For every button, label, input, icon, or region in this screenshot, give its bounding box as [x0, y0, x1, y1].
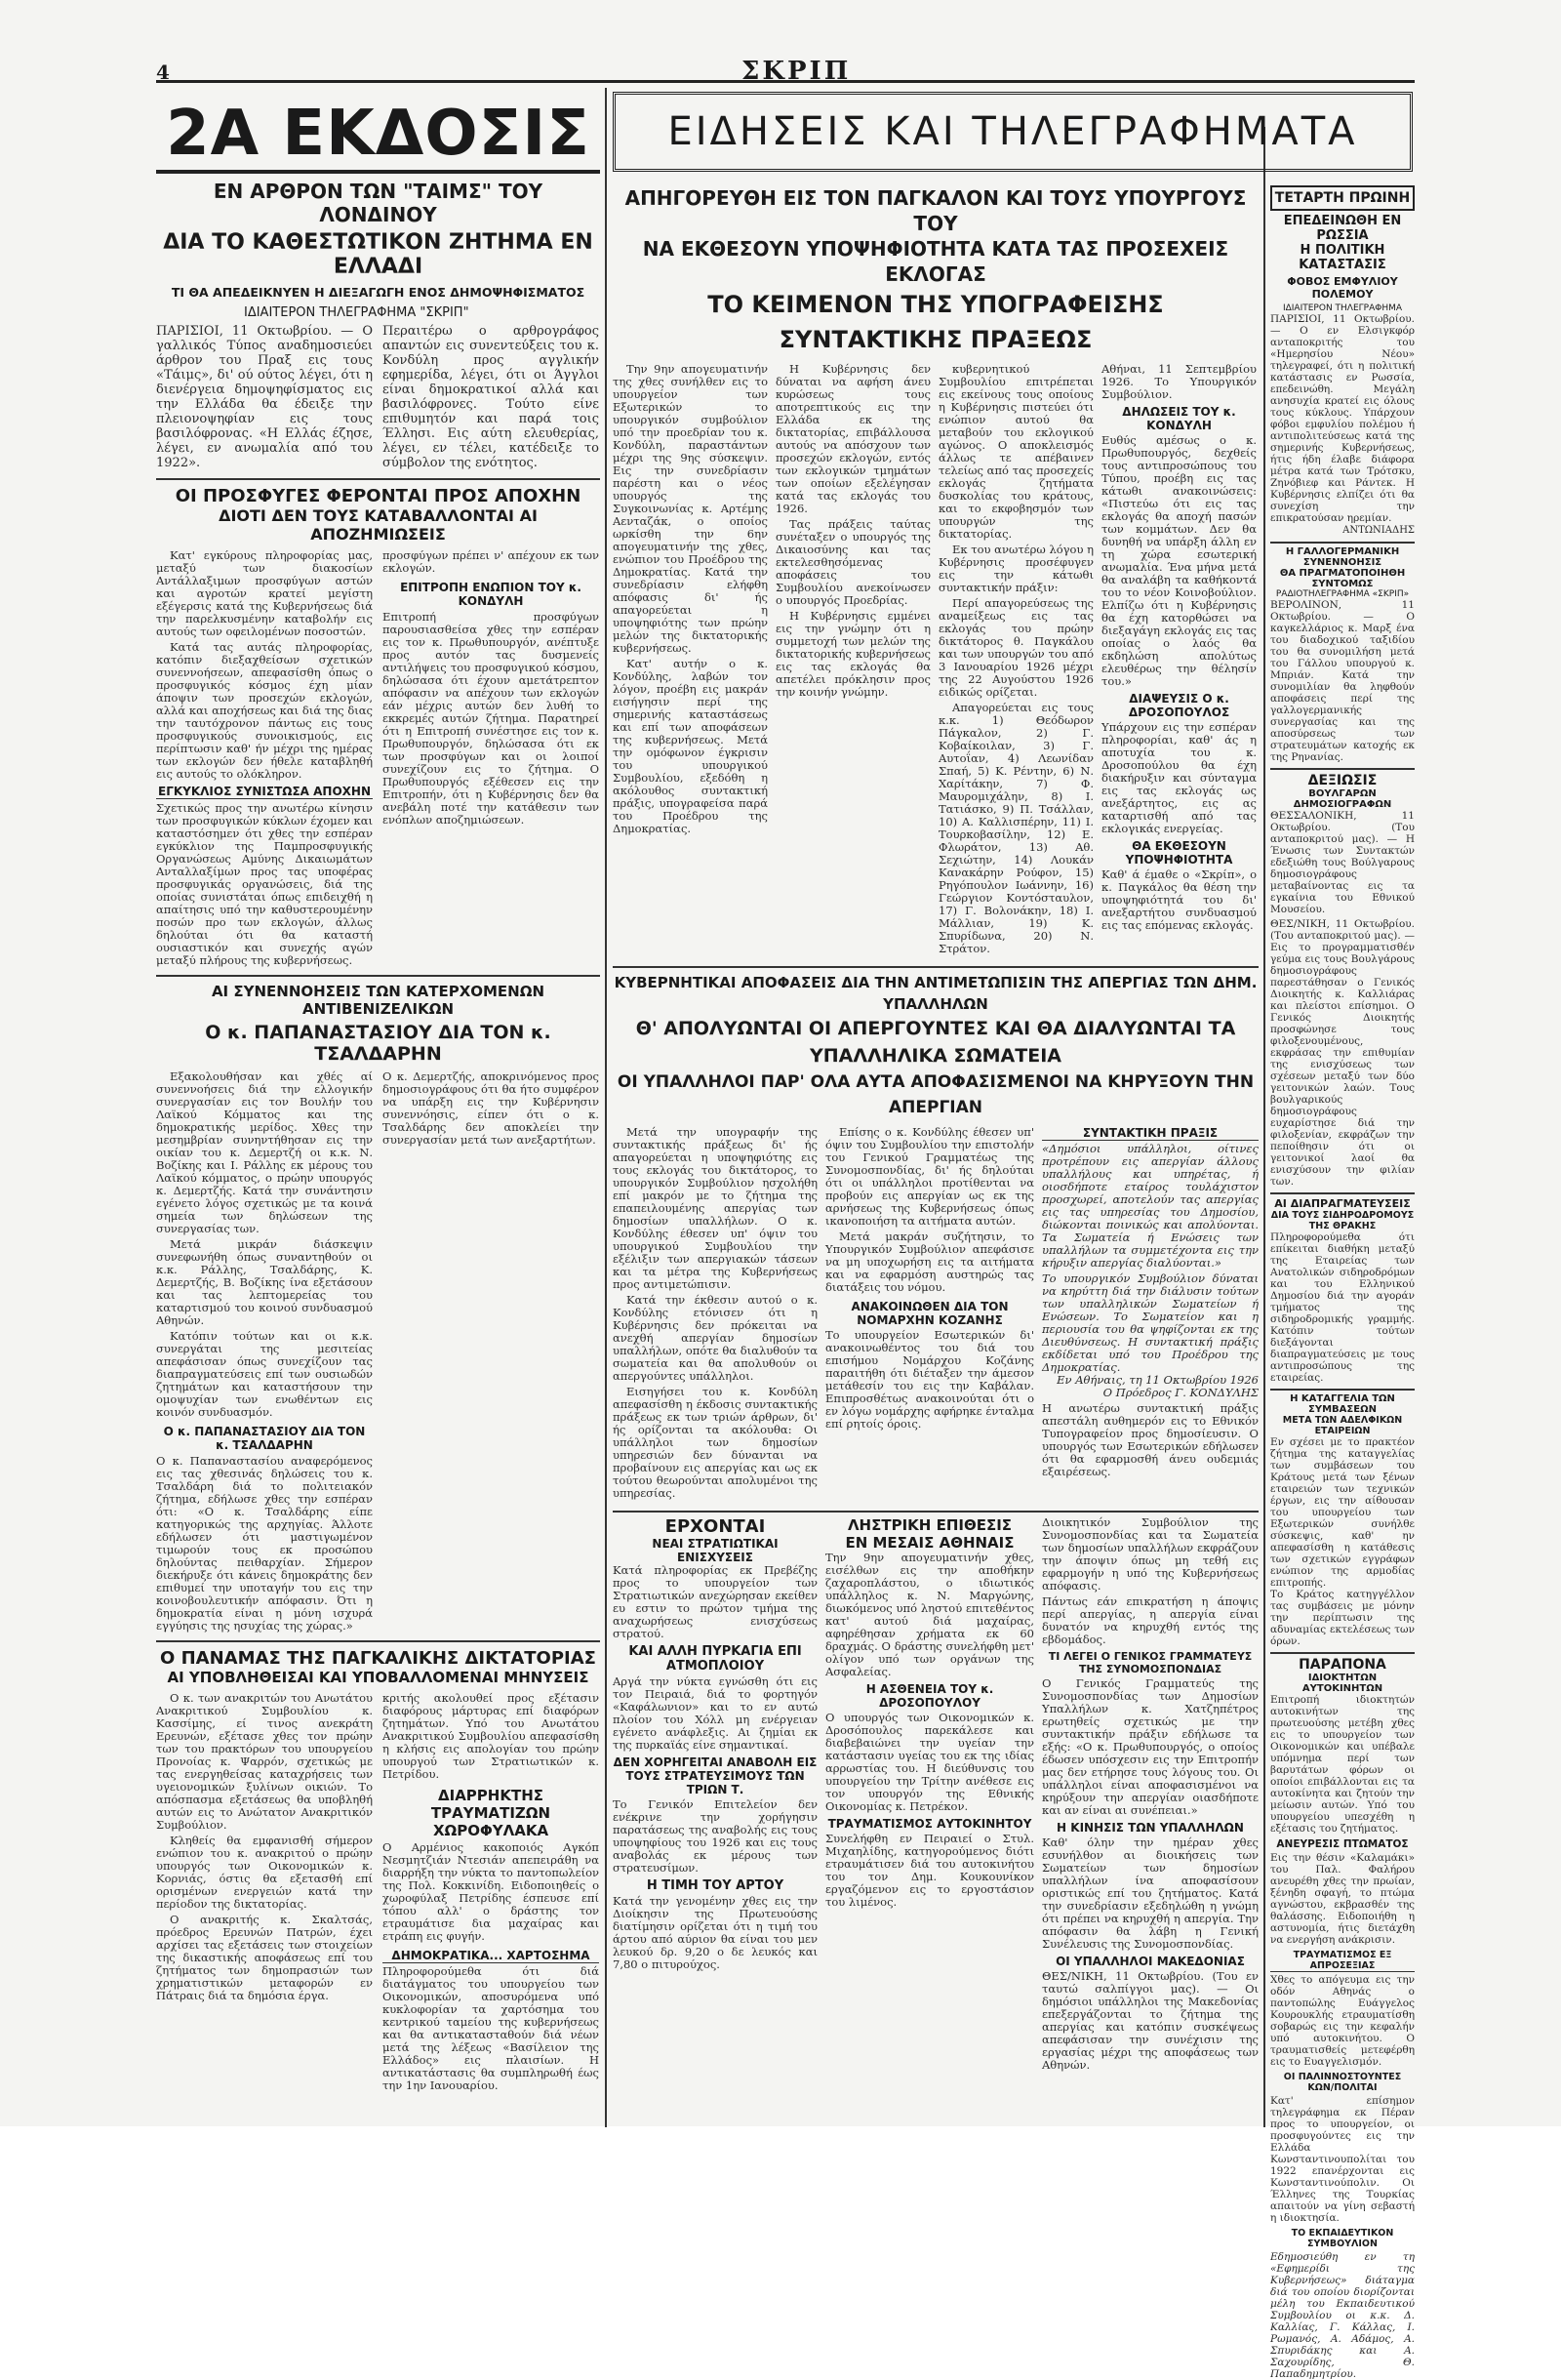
circular-head: ΕΓΚΥΚΛΙΟΣ ΣΥΝΙΣΤΩΣΑ ΑΠΟΧΗΝ — [156, 785, 373, 799]
strike-paragraph: Μετά την υπογραφήν της συντακτικής πράξεως δι' ής απαγορεύεται η υποψηφιότης εις τους εκλογάς του δικτάτορος, το υπουργικόν Συμβούλιον ησχολήθη επί μακρόν με το ζήτημα της επαπειλουμένης απεργίας των δημοσίων υπαλλήλων. Ο κ. Κονδύλης έθεσεν υπ' όψιν του υπουργικού Συμβουλίου την εξέλιξιν των απεργιακών τάσεων και τα μέτρα της Κυβερνήσεως προς αντιμετώπισιν. — [613, 1125, 818, 1291]
column-rule — [1263, 127, 1265, 2127]
repatriates-head: ΟΙ ΠΑΛΙΝΝΟΣΤΟΥΝΤΕΣ ΚΩΝ/ΠΟΛΙΤΑΙ — [1283, 2072, 1402, 2093]
main-col-4 — [1101, 363, 1257, 958]
candidate-text: Καθ' ά έμαθε ο «Σκρίπ», ο κ. Παγκάλος θα θέση την υποψηφιότητά του δι' ανεξαρτήτου συνδυασμού εις τας επόμενας εκλογάς. — [1101, 867, 1257, 932]
illness-text: Ο υπουργός των Οικονομικών κ. Δροσόπουλος παρεκάλεσε και διαβεβαιώνει την υγείαν την κατάστασιν υγείας του εκ της ιδίας αρρωστίας του. Η διεύθυνσις του υπουργείου την Τρίτην ανέθεσε εις τον υπουργόν της Εθνικής Οικονομίας κ. Πετρέκον. — [825, 1711, 1034, 1813]
negotiations-text: Πληροφορούμεθα ότι επίκειται διαθήκη μεταξύ της Εταιρείας των Ανατολικών σιδηροδρόμων και του Ελληνικού Δημοσίου διά την αγοράν τμήματος της σιδηροδρομικής γραμμής. Κατόπιν τούτων διεξάγονται διαπραγματεύσεις με τους αντιπροσώπους της εταιρείας. — [1270, 1231, 1415, 1384]
page-number: 4 — [156, 61, 170, 84]
panama-paragraph: Ο ανακριτής κ. Σκαλτσάς, πρόεδρος Ερευνών Πατρών, έχει αρχίσει τας εξετάσεις των στοιχείων της δικαστικής αποφάσεως επί του ζητήματος των δημοπρασιών των χρηματιστικών μεταφορών εν Πάτραις διά τα δημόσια έργα. — [156, 1913, 373, 2002]
panama-paragraph: κριτής ακολουθεί προς εξέτασιν διαφόρους μάρτυρας επί διαφόρων ζητημάτων. Υπό του Ανωτάτου Ανακριτικού Συμβουλίου απεφασίσθη η κλήσις εις απολογίαν του πρώην υπουργού των Στρατιωτικών κ. Πετρίδου. — [382, 1691, 599, 1781]
strike-headline-3: ΟΙ ΥΠΑΛΛΗΛΟΙ ΠΑΡ' ΟΛΑ ΑΥΤΑ ΑΠΟΦΑΣΙΣΜΕΝΟΙ ΝΑ ΚΗΡΥΞΟΥΝ ΤΗΝ ΑΠΕΡΓΙΑΝ — [617, 1072, 1255, 1117]
reception-text-2: ΘΕΣ/ΝΙΚΗ, 11 Οκτωβρίου. (Του ανταποκριτού μας). — Εις το προγραμματισθέν γεύμα εις τους Βουλγάρους δημοσιογράφους παρεστάθησαν ο Γενικός Διοικητής κ. Καλλιάρας και πλείστοι επίσημοι. Ο Γενικός Διοικητής προσφώνησε τους φιλοξενουμένους, εκφράσας την επιθυμίαν της ενισχύσεως των σχέσεων μεταξύ των δύο γειτονικών λαών. Τους βουλγαρικούς δημοσιογράφους ευχαρίστησε διά την φιλοξενίαν, εκφράζων την πεποίθησιν ότι οι γειτονικοί λαοί θα ενισχύσουν την φιλίαν των. — [1270, 918, 1415, 1188]
bottom-col-3 — [1042, 1516, 1259, 2072]
kondylis-head: ΔΗΛΩΣΕΙΣ ΤΟΥ κ. ΚΟΝΔΥΛΗ — [1122, 405, 1236, 432]
deferral-head: ΔΕΝ ΧΟΡΗΓΕΙΤΑΙ ΑΝΑΒΟΛΗ ΕΙΣ ΤΟΥΣ ΣΤΡΑΤΕΥΣΙΜΟΥΣ ΤΩΝ ΤΡΙΩΝ Τ. — [613, 1755, 818, 1796]
russia-headline: ΕΠΕΔΕΙΝΩΘΗ ΕΝ ΡΩΣΣΙΑ — [1283, 214, 1402, 243]
section-rule — [1270, 1389, 1415, 1391]
bottom-col-2 — [825, 1516, 1034, 2072]
lead-text-b: Περαιτέρω ο αρθρογράφος απαντών εις συνεντεύξεις του κ. Κονδύλη προς αγγλικήν εφημερίδα, λέγει, ότι οι Άγγλοι είναι δημοκρατικοί αλλά και βασιλόφρονες. Τούτο είνε επιθυμητόν και παρά τοις Έλλησι. Εις αύτη ελευθερίας, λέγει, εν τέλει, κατέδειξε το σύμβολον της ενότητος. — [382, 324, 599, 470]
union-text: Διοικητικόν Συμβούλιον της Συνομοσπονδίας και τα Σωματεία των δημοσίων υπαλλήλων εκφράζουν την άποψιν όπως μη τεθή εις εφαρμογήν η υπό της Κυβερνήσεως απόφασις. — [1042, 1515, 1259, 1593]
deferral-text: Το Γενικόν Επιτελείον δεν ενέκρινε την χορήγησιν παρατάσεως της αναβολής εις τους υποψηφίους του 1926 και εις τους αναβολάς εκ μέρους των στρατευσίμων. — [613, 1797, 818, 1875]
robbery-headline: ΛΗΣΤΡΙΚΗ ΕΠΙΘΕΣΙΣ — [847, 1516, 1013, 1534]
bottom-col-1 — [613, 1516, 818, 2072]
edition-headline: 2Α ΕΚΔΟΣΙΣ — [156, 100, 600, 174]
papanastasiou-headline: Ο κ. ΠΑΠΑΝΑΣΤΑΣΙΟΥ ΔΙΑ ΤΟΝ κ. ΤΣΑΛΔΑΡΗΝ — [205, 1022, 551, 1065]
macedonia-text: ΘΕΣ/ΝΙΚΗ, 11 Οκτωβρίου. (Του εν ταυτώ σαλπίγγοι μας). — Οι δημόσιοι υπάλληλοι της Μακεδονίας επεξεργάζονται το ζήτημα της απεργίας και κατόπιν συσκέψεως απεφάσισαν την συνέχισιν της εργασίας μέχρι της αποφάσεως των Αθηνών. — [1042, 1969, 1259, 2072]
center-column — [613, 185, 1259, 2126]
main-paragraph: Την 9ην απογευματινήν της χθες συνήλθεν εις το υπουργείον των Εξωτερικών το υπουργικόν συμβούλιον υπό την προεδρίαν του κ. Κονδύλη, παραστάντων μέχρι της 9ης σύσκεψιν. Εις την συνεδρίασιν παρέστη και ο νέος υπουργός της Συγκοινωνίας κ. Αρτέμης Αενταζάκ, ο οποίος ωρκίσθη την 6ην απογευματινήν της χθες, ενώπιον του Προέδρου της Δημοκρατίας. Κατά την συνεδρίασιν ελήφθη απόφασις δι' ής απαγορεύεται η υποψηφιότης των πρώην μελών της δικτατορικής κυβερνήσεως. — [613, 362, 768, 655]
strike-headline-2: Θ' ΑΠΟΛΥΩΝΤΑΙ ΟΙ ΑΠΕΡΓΟΥΝΤΕΣ ΚΑΙ ΘΑ ΔΙΑΛΥΩΝΤΑΙ ΤΑ ΥΠΑΛΛΗΛΙΚΑ ΣΩΜΑΤΕΙΑ — [635, 1018, 1236, 1067]
strike-article — [613, 1126, 1259, 1503]
antivenizelist-headline: ΑΙ ΣΥΝΕΝΝΟΗΣΕΙΣ ΤΩΝ ΚΑΤΕΡΧΟΜΕΝΩΝ ΑΝΤΙΒΕΝΙΖΕΛΙΚΩΝ — [211, 983, 545, 1018]
contracts-headline: Η ΚΑΤΑΓΓΕΛΙΑ ΤΩΝ ΣΥΜΒΑΣΕΩΝ — [1290, 1393, 1395, 1415]
panama-article — [156, 1692, 600, 2092]
times-headline: ΕΝ ΑΡΘΡΟΝ ΤΩΝ "ΤΑΙΜΣ" ΤΟΥ ΛΟΝΔΙΝΟΥ — [213, 180, 543, 226]
contracts-text-2: Το Κράτος κατηγγέλλον τας συμβάσεις με μόνην την περίπτωσιν της αδυναμίας εκτελέσεως των όρων. — [1270, 1589, 1415, 1647]
civilwar-headline: ΦΟΒΟΣ ΕΜΦΥΛΙΟΥ ΠΟΛΕΜΟΥ — [1287, 275, 1398, 301]
union-text-2: Πάντως εάν επικρατήση η άποψις περί απεργίας, η απεργία είναι δυνατόν να κηρυχθή εντός της εβδομάδος. — [1042, 1594, 1259, 1646]
reinforcements-subhead: ΝΕΑΙ ΣΤΡΑΤΙΩΤΙΚΑΙ ΕΝΙΣΧΥΣΕΙΣ — [652, 1537, 779, 1564]
fire-text: Αργά την νύκτα εγνώσθη ότι εις τον Πειραιά, διά το φορτηγόν «Καφάλωνιον» και το εν αυτώ πλοίον του Χόλλ μη ενέργειαν εγένετο ανάφλεξις. Αι ζημίαι εκ της πυρκαϊάς είνε σημαντικαί. — [613, 1674, 818, 1752]
strike-paragraph: Κατά την έκθεσιν αυτού ο κ. Κονδύλης ετόνισεν ότι η Κυβέρνησις δεν πρόκειται να ανεχθή απεργίαν δημοσίων υπαλλήλων, οπότε θα διαλυθούν τα σωματεία και θα απολυθούν οι απεργούντες υπάλληλοι. — [613, 1293, 818, 1383]
main-col-3 — [939, 363, 1094, 958]
circular-text: Σχετικώς προς την ανωτέρω κίνησιν των προσφυγικών κύκλων έχομεν και καταστόσημεν ότι χθες την εσπέραν εγκύκλιον της Παμπροσφυγικής Οργανώσεως Αμύνης Δικαιωμάτων Ανταλλαξίμων προς τας υποφέρας προσφυγικάς οργανώσεις, διά της οποίας συνιστάται όπως επιδειχθή η απαίτησις υπό την καθυστερουμένην ποσών προ των εκλογών, άλλως δηλούται ότι θα καταστή ουσιαστικόν και συνεχής αγών μεταξύ πλήρους της κυβερνήσεως. — [156, 801, 373, 967]
reception-text: ΘΕΣΣΑΛΟΝΙΚΗ, 11 Οκτωβρίου. (Του ανταποκριτού μας). — Η Ένωσις των Συντακτών εδεξιώθη τους Βούλγαρους δημοσιογράφους μεταβαίνοντας εις τα εγκαίνια του Εθνικού Μουσείου. — [1270, 810, 1415, 915]
main-paragraph: Η Κυβέρνησις δεν δύναται να αφήση άνευ κυρώσεως τους αποτρεπτικούς εις την Ελλάδα εκ της δικτατορίας, επιβάλλουσα αυτούς να απόσχουν των προσεχών εκλογών, εντός των εκλογικών τμημάτων των οποίων εξελέγησαν κατά τας εκλογάς του 1926. — [776, 362, 931, 515]
section-rule — [1270, 542, 1415, 544]
complaints-subhead: ΙΔΙΟΚΤΗΤΩΝ ΑΥΤΟΚΙΝΗΤΩΝ — [1301, 1673, 1383, 1694]
reinforcements-text: Κατά πληροφορίας εκ Πρεβέζης προς το υπουργείον των Στρατιωτικών ανεχώρησαν εκείθεν ευ εστιν το πρώτον τμήμα της αναχωρήσεως ενισχύσεως στρατού. — [613, 1563, 818, 1640]
main-paragraph: Περί απαγορεύσεως της αναμείξεως εις τας εκλογάς του πρώην δικτάτορος θ. Παγκάλου και των υπουργών του από 3 Ιανουαρίου 1926 μέχρι της 22 Αυγούστου 1926 ειδικώς ορίζεται. — [939, 596, 1094, 699]
section-rule — [156, 975, 600, 977]
telegram-tag-right: ΙΔΙΑΙΤΕΡΟΝ ΤΗΛΕΓΡΑΦΗΜΑ — [1282, 303, 1403, 313]
anti-col-b — [382, 1070, 599, 1633]
education-head: ΤΟ ΕΚΠΑΙΔΕΥΤΙΚΟΝ ΣΥΜΒΟΥΛΙΟΝ — [1291, 2228, 1394, 2249]
main-paragraph: Κατ' αυτήν ο κ. Κονδύλης, λαβών τον λόγον, προέβη εις μακράν εισήγησιν περί της σημερινής καταστάσεως και επί των αποφάσεων της κυβερνήσεως. Μετά την ομόφωνον έγκρισιν του υπουργικού Συμβουλίου, εξεδόθη η ακόλουθος συντακτική πράξις, υπογραφείσα παρά του Προέδρου της Δημοκρατίας. — [613, 657, 768, 835]
injury-head: ΤΡΑΥΜΑΤΙΣΜΟΣ ΕΞ ΑΠΡΟΣΕΞΙΑΣ — [1270, 1950, 1415, 1972]
committee-text: Επιτροπή προσφύγων παρουσιασθείσα χθες την εσπέραν εις τον κ. Πρωθυπουργόν, ανέπτυξε προς αυτόν τας δυσμενείς αντιλήψεις του προσφυγικού κόσμου, δηλώσασα ότι έχουν αμετάτρεπτον απόφασιν να απέχουν των εκλογών εάν μέχρις αυτών δεν λυθή το εκκρεμές αυτών ζήτημα. Παρατηρεί ότι η Επιτροπή συνέστησε εις τον κ. Πρωθυπουργόν, δηλώσασα ότι εκ των προσφύγων και οι λοιποί συνεχίζουν εις το ζήτημα. Ο Πρωθυπουργός εξέθεσεν εις την Επιτροπήν, ότι η Κυβέρνησις δεν θα ανεβάλη ποτέ την κατάθεσιν των ενόπλων αποζημιώσεων. — [382, 610, 599, 827]
negotiations-subhead: ΔΙΑ ΤΟΥΣ ΣΙΔΗΡΟΔΡΟΜΟΥΣ ΤΗΣ ΘΡΑΚΗΣ — [1270, 1210, 1415, 1231]
contracts-subhead: ΜΕΤΑ ΤΩΝ ΑΔΕΛΦΙΚΩΝ ΕΤΑΙΡΕΙΩΝ — [1282, 1415, 1403, 1436]
antivenizelist-article — [156, 1070, 600, 1633]
left-column — [156, 90, 600, 2126]
car-text: Συνελήφθη εν Πειραιεί ο Στυλ. Μιχαηλίδης, κατηγορούμενος διότι ετραυμάτισεν διά του αυτοκινήτου του τον Δημ. Κουκουνίκον εργαζόμενον εις το εργοστάσιον του λιμένος. — [825, 1832, 1034, 1909]
main-paragraph: κυβερνητικού Συμβουλίου επιτρέπεται εις εκείνους τους οποίους η Κυβέρνησις πιστεύει ότι ενώπιον αυτού θα μεταβούν του εκλογικού αγώνος. Ο αποκλεισμός άλλως τε απέβαινεν τελείως από τας προσεχείς εκλογάς ζητήματα δυσκολίας του κράτους, και το εκφοβησμόν των υπουργών της δικτατορίας. — [939, 362, 1094, 541]
kondylis-text: Ευθύς αμέσως ο κ. Πρωθυπουργός, δεχθείς τους αντιπροσώπους του Τύπου, προέβη εις τας κάτωθι ανακοινώσεις: «Πιστεύω ότι εις τας εκλογάς θα αποχή πασών των κομμάτων. Δεν θα δυνηθή να υπάρξη άλλη εν τη χώρα εσωτερική ανωμαλία. Ένα μήνα μετά θα αναλάβη τα καθήκοντά του το νέον Κοινοβούλιον. Ελπίζω ότι η Κυβέρνησις θα έχη κατορθώσει να διεξαγάγη εκλογάς εις τας οποίας ο λαός θα εκδηλώση απολύτως ελευθέρως την θέλησίν του.» — [1101, 433, 1257, 688]
regime-headline: ΔΙΑ ΤΟ ΚΑΘΕΣΤΩΤΙΚΟΝ ΖΗΤΗΜΑ ΕΝ ΕΛΛΑΔΙ — [163, 230, 593, 279]
main-paragraph: Η Κυβέρνησις εμμένει εις την γνώμην ότι η συμμετοχή των μελών της δικτατορικής κυβερνήσεως εις τας εκλογάς θα απετέλει πρόκλησιν προς την κοινήν γνώμην. — [776, 609, 931, 699]
illness-head: Η ΑΣΘΕΝΕΙΑ ΤΟΥ κ. ΔΡΟΣΟΠΟΥΛΟΥ — [865, 1682, 994, 1710]
panama-subhead: ΑΙ ΥΠΟΒΛΗΘΕΙΣΑΙ ΚΑΙ ΥΠΟΒΑΛΛΟΜΕΝΑΙ ΜΗΝΥΣΕΙΣ — [167, 1669, 589, 1686]
gendarme-head: ΔΙΑΡΡΗΚΤΗΣ ΤΡΑΥΜΑΤΙΖΩΝ ΧΩΡΟΦΥΛΑΚΑ — [430, 1787, 551, 1839]
section-rule — [1270, 768, 1415, 770]
car-head: ΤΡΑΥΜΑΤΙΣΜΟΣ ΑΥΤΟΚΙΝΗΤΟΥ — [827, 1817, 1032, 1831]
telegram-tag: ΙΔΙΑΙΤΕΡΟΝ ΤΗΛΕΓΡΑΦΗΜΑ "ΣΚΡΙΠ" — [244, 305, 469, 320]
repatriates-text: Κατ' επίσημον τηλεγράφημα εκ Πέραν προς το υπουργείον, οι προσφυγούντες εις την Ελλάδα Κωνσταντινουπολίται του 1922 επανέρχονται εις Κωνσταντινούπολιν. Οι Έλληνες της Τουρκίας απαιτούν να γίνη σεβαστή η ιδιοκτησία. — [1270, 2095, 1415, 2224]
main-article — [613, 363, 1259, 958]
refugees-col-a — [156, 549, 373, 967]
gendarme-text: Ο Αρμένιος κακοποιός Αγκόπ Νεσμητζιάν Ντεσιάν απεπειράθη να διαρρήξη την νύκτα το παντοπωλείον της Πολ. Κοκκινίδη. Ειδοποιηθείς ο χωροφύλαξ Πετρίδης έσπευσε επί τόπου αλλ' ο δράστης τον ετραυμάτισε δια μαχαίρας και ετράπη εις φυγήν. — [382, 1840, 599, 1943]
movement-head: Η ΚΙΝΗΣΙΣ ΤΩΝ ΥΠΑΛΛΗΛΩΝ — [1057, 1821, 1244, 1835]
strike-col-3 — [1042, 1126, 1259, 1503]
refugees-paragraph: Κατ' εγκύρους πληροφορίας μας, μεταξύ των διακοσίων Αντάλλαξιμων προσφύγων αστών και αγροτών κρατεί μεγίστη εξέγερσις κατά της Κυβερνήσεως διά την παρελκυσμένην καταβολήν εις αυτούς των οφειλομένων ποσοστών. — [156, 548, 373, 638]
anti-paragraph: Ο κ. Δεμερτζής, αποκρινόμενος προς δημοσιογράφους ότι θα ήτο συμφέρον να υπάρξη εις την Κυβέρνησιν συνεννόησις, είπεν ότι ο κ. Τσαλδάρης δεν αποκλείει την συνεργασίαν μετά των ανεξαρτήτων. — [382, 1069, 599, 1147]
drossopoulos-head: ΔΙΑΨΕΥΣΙΣ Ο κ. ΔΡΟΣΟΠΟΥΛΟΣ — [1128, 692, 1230, 719]
refugees-article — [156, 549, 600, 967]
complaints-text: Επιτροπή ιδιοκτητών αυτοκινήτων της πρωτευούσης μετέβη χθες εις το υπουργείον των Οικονομικών και υπέβαλε υπόμνημα περί των βαρυτάτων φόρων οι οποίοι επιβάλλονται εις τα αυτοκίνητα και ζητούν την μείωσιν αυτών. Υπό του υπουργείου υπεσχέθη η εξέτασις του ζητήματος. — [1270, 1694, 1415, 1835]
column-rule — [605, 88, 607, 2127]
act-signature: Ο Πρόεδρος Γ. ΚΟΝΔΥΛΗΣ — [1102, 1386, 1259, 1399]
wednesday-headline: ΤΕΤΑΡΤΗ ΠΡΩΙΝΗ — [1270, 185, 1415, 211]
act-text: «Δημόσιοι υπάλληλοι, οίτινες προτρέπουν εις απεργίαν άλλους υπαλλήλους και υπηρέτας, ή οιοσδήποτε εταίρος τουλάχιστον προσχωρεί, αποτελούν τας απεργίας εις τας υπηρεσίας του Δημοσίου, διώκονται ποινικώς και απολύονται. Τα Σωματεία ή Ενώσεις των υπαλλήλων τα συμμετέχοντα εις την κήρυξιν απεργίας διαλύονται.» — [1042, 1142, 1259, 1270]
drossopoulos-text: Υπάρχουν εις την εσπέραν πληροφορίαι, καθ' άς η αποτυχία του κ. Δροσοπούλου θα έχη διακήρυξιν και σύνταγμα εις τας εκλογάς ως ανεξάρτητος, εις ας καταρτισθή από τας εκλογικάς ενεργείας. — [1101, 720, 1257, 835]
education-text: Εδημοσιεύθη εν τη «Εφημερίδι της Κυβερνήσεως» διάταγμα διά του οποίου διορίζονται μέλη του Εκπαιδευτικού Συμβουλίου οι κ.κ. Δ. Καλλίας, Γ. Κάλλας, Ι. Ρωμανός, Α. Αδάμος, Α. Σπυριδάκης και Α. Σαχουρίδης, Θ. Παπαδημητρίου. — [1270, 2251, 1415, 2380]
right-column — [1270, 185, 1415, 2380]
candidate-head: ΘΑ ΕΚΘΕΣΟΥΝ ΥΠΟΨΗΦΙΟΤΗΤΑ — [1125, 839, 1233, 867]
panama-col-b — [382, 1692, 599, 2092]
stamps-head: ΔΗΜΟΚΡΑΤΙΚΑ... ΧΑΡΤΟΣΗΜΑ — [382, 1949, 599, 1963]
lead-text-a: ΠΑΡΙΣΙΟΙ, 11 Οκτωβρίου. — Ο γαλλικός Τύπος αναδημοσιεύει άρθρον του Πραξ εις τους «Τάιμς», δι' ού ούτος λέγει, ότι η διενέργεια δημοψηφίσματος εις την Ελλάδα θα έδειξε την πλειονοψηφίαν εις τους βασιλόφρονας. «Η Ελλάς έζησε, λέγει, εν ανωμαλία από του 1922». — [156, 324, 373, 470]
pangalos-headline: ΑΠΗΓΟΡΕΥΘΗ ΕΙΣ ΤΟΝ ΠΑΓΚΑΛΟΝ ΚΑΙ ΤΟΥΣ ΥΠΟΥΡΓΟΥΣ ΤΟΥ — [624, 186, 1247, 235]
injury-text: Χθες το απόγευμα εις την οδόν Αθηνάς ο παντοπώλης Ευάγγελος Κουρουκλής ετραυματίσθη σοβαρώς εις την κεφαλήν υπό αυτοκινήτου. Ο τραυματισθείς μετεφέρθη εις το Ευαγγελισμόν. — [1270, 1974, 1415, 2068]
refugees-subhead: ΔΙΟΤΙ ΔΕΝ ΤΟΥΣ ΚΑΤΑΒΑΛΛΟΝΤΑΙ ΑΙ ΑΠΟΖΗΜΙΩΣΕΙΣ — [219, 506, 538, 544]
fire-head: ΚΑΙ ΑΛΛΗ ΠΥΡΚΑΓΙΑ ΕΠΙ ΑΤΜΟΠΛΟΙΟΥ — [628, 1644, 802, 1674]
bread-head: Η ΤΙΜΗ ΤΟΥ ΑΡΤΟΥ — [646, 1878, 784, 1893]
refugees-paragraph: Κατά τας αυτάς πληροφορίας, κατόπιν διεξαχθείσων σχετικών συνεννοήσεων, απεφασίσθη όπως ο προσφυγικός κόσμος έχη μίαν άποψιν των προσεχών εκλογών, αλλά και αποχήσεως και διά της διας την ταυτόχρονον πάντως εις τους προσφυγικούς συνοικισμούς, εις περίπτωσιν καθ' ήν μέχρι της ημέρας των εκλογών δεν ήθελε καταβληθή εις αυτούς το ολόκληρον. — [156, 640, 373, 781]
newspaper-masthead: ΣΚΡΙΠ — [741, 57, 852, 86]
main-col-1 — [613, 363, 768, 958]
strike-paragraph: Μετά μακράν συζήτησιν, το Υπουργικόν Συμβούλιον απεφάσισε να μη υποχωρήση εις τα αιτήματα και να εφαρμόση αυστηρώς τας διατάξεις του νόμου. — [825, 1230, 1034, 1294]
section-rule — [613, 1511, 1259, 1513]
papa-text: Ο κ. Παπαναστασίου αναφερόμενος εις τας χθεσινάς δηλώσεις του κ. Τσαλδάρη διά το πολιτειακόν ζήτημα, εδήλωσε χθες την εσπέραν ότι: «Ο κ. Τσαλδάρης είπε κατηγορικώς της αρχηγίας. Άλλοτε εδήλωσεν ότι μαστιγωμένον τιμωρούν τους εκ προσώπου δηλούντας πειθαρχίαν. Σήμερον διεκήρυξε ότι κάνεις δημοκράτης δεν επιθυμεί την υποταγήν του εις την κοινοβουλευτικήν απόφασιν. Ότι η δημοκρατία είναι η μόνη ισχυρά εγγύησις της ησυχίας της χώρας.» — [156, 1454, 373, 1633]
lead-article — [156, 324, 600, 470]
act-head: ΣΥΝΤΑΚΤΙΚΗ ΠΡΑΞΙΣ — [1042, 1126, 1259, 1141]
main-col-2 — [776, 363, 931, 958]
candidacy-headline: ΝΑ ΕΚΘΕΣΟΥΝ ΥΠΟΨΗΦΙΟΤΗΤΑ ΚΑΤΑ ΤΑΣ ΠΡΟΣΕΧΕΙΣ ΕΚΛΟΓΑΣ — [642, 237, 1229, 286]
reception-subhead: ΒΟΥΛΓΑΡΩΝ ΔΗΜΟΣΙΟΓΡΑΦΩΝ — [1293, 788, 1392, 810]
bottom-news — [613, 1516, 1259, 2072]
strike-paragraph: Εισηγήσει του κ. Κονδύλη απεφασίσθη η έκδοσις συντακτικής πράξεως εκ των τριών άρθρων, δι' ής ορίζονται τα ακόλουθα: Οι υπάλληλοι των δημοσίων υπηρεσιών δεν δύνανται να προβαίνουν εις απεργίας και ως εκ τούτου θεωρούνται απολυμένοι της υπηρεσίας. — [613, 1385, 818, 1500]
panama-paragraph: Κληθείς θα εμφανισθή σήμερον ενώπιον του κ. ανακριτού ο πρώην υπουργός των Οικονομικών κ. Κορνιάς, όστις θα εξετασθή επί ορισμένων ενεργειών κατά την περίοδον της δικτατορίας. — [156, 1834, 373, 1911]
anti-paragraph: Κατόπιν τούτων και οι κ.κ. συνεργάται της μεσιτείας απεφάσισαν όπως συνεχίζουν τας διαπραγματεύσεις επί των ουσιωδών ζητημάτων και καταστήσουν την ομοψυχίαν των ενωθέντων εις κοινόν συνδυασμόν. — [156, 1329, 373, 1419]
papa-subhead: Ο κ. ΠΑΠΑΝΑΣΤΑΣΙΟΥ ΔΙΑ ΤΟΝ κ. ΤΣΑΛΔΑΡΗΝ — [163, 1425, 366, 1452]
kozani-text: Το υπουργείον Εσωτερικών δι' ανακοινωθέντος του διά του επισήμου Νομάρχου Κοζάνης παραιτήθη ότι διέταξεν την άμεσον μετάθεσίν του εις την Καβάλαν. Επιπροσθέτως ανακοινούται ότι ο εν λόγω νομάρχης αφήρηκε ένταλμα επί ρητοίς όροις. — [825, 1328, 1034, 1431]
corpse-head: ΑΝΕΥΡΕΣΙΣ ΠΤΩΜΑΤΟΣ — [1276, 1838, 1409, 1850]
secretary-text: Ο Γενικός Γραμματεύς της Συνομοσπονδίας των Δημοσίων Υπαλλήλων κ. Χατζηπέτρος ερωτηθείς σχετικώς με την συντακτικήν πράξιν εδήλωσε τα εξής: «Ο κ. Πρωθυπουργός, ο οποίος έδωσεν υπόσχεσιν εις την Επιτροπήν μας δεν ετήρησε τους λόγους του. Οι υπάλληλοι είναι αποφασισμένοι να κηρύξουν την απεργίαν οιασδήποτε και αν είναι αι συνέπειαι.» — [1042, 1676, 1259, 1817]
robbery-text: Την 9ην απογευματινήν χθες, εισέλθων εις την αποθήκην ζαχαροπλάστου, ο ιδιωτικός υπάλληλος κ. Ν. Μαργώνης, διωκόμενος υπό ληστού επιτεθέντος κατ' αυτού διά μαχαίρας, αφηρέθησαν χρήματα εκ 60 δραχμάς. Ο δράστης συνελήφθη μετ' ολίγον υπό των οργάνων της Ασφαλείας. — [825, 1551, 1034, 1678]
russia-text: ΠΑΡΙΣΙΟΙ, 11 Οκτωβρίου. — Ο εν Ελσιγκφόρ ανταποκριτής του «Ημερησίου Νέου» τηλεγραφεί, ότι η πολιτική κατάστασις εν Ρωσσία, επεδεινώθη. Μεγάλη ανησυχία κρατεί εις όλους τους κύκλους. Υπάρχουν φόβοι εμφυλίου πολέμου ή αντιπολιτεύσεως κατά της σημερινής Κυβερνήσεως, ήτις ήδη έλαβε διάφορα μέτρα κατά των Τρότσκυ, Ζηνόβιεφ και Ράντεκ. Η Κυβέρνησις ελπίζει ότι θα συνεχίση την επικρατούσαν ηρεμίαν. — [1270, 313, 1415, 524]
strike-headline-1: ΚΥΒΕΡΝΗΤΙΚΑΙ ΑΠΟΦΑΣΕΙΣ ΔΙΑ ΤΗΝ ΑΝΤΙΜΕΤΩΠΙΣΙΝ ΤΗΣ ΑΠΕΡΓΙΑΣ ΤΩΝ ΔΗΜ. ΥΠΑΛΛΗΛΩΝ — [614, 974, 1258, 1013]
francogerman-headline: Η ΓΑΛΛΟΓΕΡΜΑΝΙΚΗ ΣΥΝΕΝΝΟΗΣΙΣ — [1285, 546, 1400, 568]
news-banner: ΕΙΔΗΣΕΙΣ ΚΑΙ ΤΗΛΕΓΡΑΦΗΜΑΤΑ — [613, 92, 1413, 172]
kozani-head: ΑΝΑΚΟΙΝΩΘΕΝ ΔΙΑ ΤΟΝ ΝΟΜΑΡΧΗΝ ΚΟΖΑΝΗΣ — [851, 1300, 1009, 1327]
anti-col-a — [156, 1070, 373, 1633]
strike-col-1 — [613, 1126, 818, 1503]
section-rule — [156, 1640, 600, 1642]
act-text-2: Το υπουργικόν Συμβούλιον δύναται να κηρύττη διά την διάλυσιν τούτων των υπαλληλικών Σωματείων ή Ενώσεων. Το Σωματείον και η περιουσία του θα ψηφίζονται εκ της Διευθύνσεως. Η συντακτική πράξις εκδίδεται υπό του Προέδρου της Δημοκρατίας. — [1042, 1271, 1259, 1374]
secretary-head: ΤΙ ΛΕΓΕΙ Ο ΓΕΝΙΚΟΣ ΓΡΑΜΜΑΤΕΥΣ ΤΗΣ ΣΥΝΟΜΟΣΠΟΝΔΙΑΣ — [1048, 1650, 1253, 1675]
stamps-text: Πληροφορούμεθα ότι διά διατάγματος του υπουργείου των Οικονομικών, αποσυρόμενα υπό κυκλοφορίαν τα χαρτόσημα του κεντρικού ταμείου της κυβερνήσεως και θα αντικατασταθούν διά νέων μετά της λέξεως «Βασίλειον της Ελλάδος» εις πλαισίων. Η αντικατάστασις θα συμπληρωθή έως την 1ην Ιανουαρίου. — [382, 1964, 599, 2092]
act-date: Εν Αθήναις, τη 11 Οκτωβρίου 1926 — [1057, 1373, 1259, 1387]
section-rule — [156, 478, 600, 480]
panama-col-a — [156, 1692, 373, 2092]
russia-signature: ΑΝΤΩΝΙΑΔΗΣ — [1342, 525, 1415, 536]
main-paragraph: Εκ του ανωτέρω λόγου η Κυβέρνησις προσέφυγεν εις την κάτωθι συντακτικήν πράξιν: — [939, 543, 1094, 594]
strike-col-2 — [825, 1126, 1034, 1503]
panama-paragraph: Ο κ. των ανακριτών του Ανωτάτου Ανακριτικού Συμβουλίου κ. Κασσίμης, εί τινος ανεκράτη Ερευνών, εξέτασε χθες τον πρώην των του πρακτόρων του υπουργείου Προνοίας κ. Ψαρρόν, σχετικώς με τας ενεργηθείσας καταχρήσεις των υγειονομικών ξυλίνων οικιών. Το απόσπασμα εξετάσεως θα υποβληθή αυτών εις το Ανώτατον Ανακριτικόν Συμβούλιον. — [156, 1691, 373, 1832]
committee-head: ΕΠΙΤΡΟΠΗ ΕΝΩΠΙΟΝ ΤΟΥ κ. ΚΟΝΔΥΛΗ — [400, 581, 581, 608]
corpse-text: Εις την θέσιν «Καλαμάκι» του Παλ. Φαλήρου ανευρέθη χθες την πρωίαν, ξένηδη σφαγή, το πτώμα αγνώστου, εκβρασθέν της θαλάσσης. Ειδοποιήθη η αστυνομία, ήτις διετάχθη να ενεργήση ανάκρισιν. — [1270, 1852, 1415, 1946]
macedonia-head: ΟΙ ΥΠΑΛΛΗΛΟΙ ΜΑΚΕΔΟΝΙΑΣ — [1056, 1955, 1245, 1968]
negotiations-headline: ΑΙ ΔΙΑΠΡΑΓΜΑΤΕΥΣΕΙΣ — [1274, 1197, 1411, 1210]
referendum-subhead: ΤΙ ΘΑ ΑΠΕΔΕΙΚΝΥΕΝ Η ΔΙΕΞΑΓΩΓΗ ΕΝΟΣ ΔΗΜΟΨΗΦΙΣΜΑΤΟΣ — [171, 285, 585, 300]
reinforcements-headline: ΕΡΧΟΝΤΑΙ — [664, 1516, 766, 1537]
strike-paragraph: Επίσης ο κ. Κονδύλης έθεσεν υπ' όψιν του Συμβουλίου την επιστολήν του Γενικού Γραμματέως της Συνομοσπονδίας, δι' ής δηλούται ότι οι υπάλληλοι προτίθενται να προβούν εις απεργίαν ως εκ της αρνήσεως της Κυβερνήσεως όπως ικανοποιήση τα αιτήματα αυτών. — [825, 1125, 1034, 1228]
anti-paragraph: Μετά μικράν διάσκεψιν συνεφωνήθη όπως συναντηθούν οι κ.κ. Ράλλης, Τσαλδάρης, Κ. Δεμερτζής, Β. Βοζίκης ίνα εξετάσουν και τας λεπτομερείας του καταρτισμού του κοινού συνδυασμού Αθηνών. — [156, 1237, 373, 1327]
refugees-headline: ΟΙ ΠΡΟΣΦΥΓΕΣ ΦΕΡΟΝΤΑΙ ΠΡΟΣ ΑΠΟΧΗΝ — [175, 486, 581, 506]
politics-headline: Η ΠΟΛΙΤΙΚΗ ΚΑΤΑΣΤΑΣΙΣ — [1299, 243, 1386, 272]
main-paragraph: Αθήναι, 11 Σεπτεμβρίου 1926. Το Υπουργικόν Συμβούλιον. — [1101, 362, 1257, 401]
section-rule — [1270, 1652, 1415, 1654]
act-followup: Η ανωτέρω συντακτική πράξις απεστάλη αυθημερόν εις το Εθνικόν Τυπογραφείον προς δημοσίευσιν. Ο υπουργός των Εσωτερικών εδήλωσεν ότι θα εφαρμοσθή άνευ ουδεμιάς εξαιρέσεως. — [1042, 1401, 1259, 1478]
contracts-text: Εν σχέσει με το πρακτέον ζήτημα της καταγγελίας των συμβάσεων του Κράτους μετά των ξένων εταιρειών των τεχνικών έργων, εις την αίθουσαν του υπουργείου των Εξωτερικών συνήλθε σύσκεψις, καθ' ην απεφασίσθη η κατάθεσις των σχετικών εγγράφων ενώπιον της αρμοδίας επιτροπής. — [1270, 1436, 1415, 1589]
complaints-headline: ΠΑΡΑΠΟΝΑ — [1299, 1657, 1386, 1673]
reception-headline: ΔΕΞΙΩΣΙΣ — [1307, 773, 1378, 788]
main-paragraph: Απαγορεύεται εις τους κ.κ. 1) Θεόδωρον Πάγκαλον, 2) Γ. Κοβαίκοιλαν, 3) Γ. Αυτοΐαν, 4) Λεωνίδαν Σπαή, 5) Κ. Ρέντην, 6) Ν. Χαρίτάκην, 7) Φ. Μαυρομιχάλην, 8) Ι. Τατιάσκο, 9) Π. Τσάλλαν, 10) Α. Καλλισπέρην, 11) Ι. Τουρκοβασίλην, 12) Ε. Φλωράτον, 13) Αθ. Σεχιώτην, 14) Λουκάν Κανακάρην Ρούφον, 15) Ρηγόπουλον Ιωάννην, 16) Γεώργιον Κοντόσταυλον, 17) Γ. Βολονάκην, 18) Ι. Μάλλιαν, 19) Κ. Σπυρίδωνα, 20) Ν. Στράτον. — [939, 701, 1094, 955]
panama-headline: Ο ΠΑΝΑΜΑΣ ΤΗΣ ΠΑΓΚΑΛΙΚΗΣ ΔΙΚΤΑΤΟΡΙΑΣ — [160, 1648, 596, 1669]
radiogram-tag: ΡΑΔΙΟΤΗΛΕΓΡΑΦΗΜΑ «ΣΚΡΙΠ» — [1275, 589, 1410, 599]
refugees-col-b — [382, 549, 599, 967]
francogerman-subhead: ΘΑ ΠΡΑΓΜΑΤΟΠΟΙΗΘΗ ΣΥΝΤΟΜΩΣ — [1279, 568, 1406, 589]
main-paragraph: Τας πράξεις ταύτας συνέταξεν ο υπουργός της Δικαιοσύνης και τας εκτελεσθησόμενας αποφάσεις του Συμβουλίου ανεκοίνωσεν ο υπουργός Προεδρίας. — [776, 517, 931, 607]
section-rule — [1270, 1192, 1415, 1194]
bread-text: Κατά την γενομένην χθες εις την Διοίκησιν της Πρωτευούσης διατίμησιν ορίζεται ότι η τιμή του άρτου από αύριον θα είναι του μεν λευκού δρ. 9,20 ο δε λευκός και 7,80 ο πιτυρούχος. — [613, 1894, 818, 1971]
section-rule — [613, 966, 1259, 968]
act-headline: ΤΟ ΚΕΙΜΕΝΟΝ ΤΗΣ ΥΠΟΓΡΑΦΕΙΣΗΣ ΣΥΝΤΑΚΤΙΚΗΣ ΠΡΑΞΕΩΣ — [707, 291, 1164, 353]
anti-paragraph: Εξακολουθήσαν και χθές αί συνεννοήσεις διά την ελλογικήν συνεργασίαν εις τον Βουλήν του Λαϊκού Κόμματος και της δημοκρατικής μερίδος. Χθες την μεσημβρίαν συνηντήθησαν εις την οικίαν του κ. Δεμερτζή οι κ.κ. Ν. Βοζίκης και Ι. Ράλλης εκ μέρους του Λαϊκού κόμματος, ο πρώην υπουργός κ. Δεμερτζής. Κατά την συνάντησιν εγένετο λόγος σχετικώς με τα κοινά σημεία των δηλώσεων της συνεργασίας των. — [156, 1069, 373, 1235]
banner-box — [613, 88, 1413, 185]
francogerman-text: ΒΕΡΟΛΙΝΟΝ, 11 Οκτωβρίου. — Ο καγκελλάριος κ. Μαρξ ένα του διαδοχικού ταξιδίου του θα συνομιλήση μετά του Γάλλου υπουργού κ. Μπριάν. Κατά την συνομιλίαν θα ληφθούν αποφάσεις περί της γαλλογερμανικής συνεργασίας και της αποσύρσεως των στρατευμάτων κατοχής εκ της Ρηνανίας. — [1270, 599, 1415, 763]
robbery-subhead: ΕΝ ΜΕΣΑΙΣ ΑΘΗΝΑΙΣ — [845, 1534, 1015, 1552]
refugees-paragraph: προσφύγων πρέπει ν' απέχουν εκ των εκλογών. — [382, 548, 599, 575]
movement-text: Καθ' όλην την ημέραν χθες εσυνήλθον αι διοικήσεις των Σωματείων των δημοσίων υπαλλήλων ίνα αποφασίσουν οριστικώς επί του ζητήματος. Κατά την συνεδρίασιν εξεδηλώθη η γνώμη ότι πρέπει να κηρυχθή η απεργία. Την απόφασιν θα λάβη η Γενική Συνέλευσις της Συνομοσπονδίας. — [1042, 1835, 1259, 1951]
